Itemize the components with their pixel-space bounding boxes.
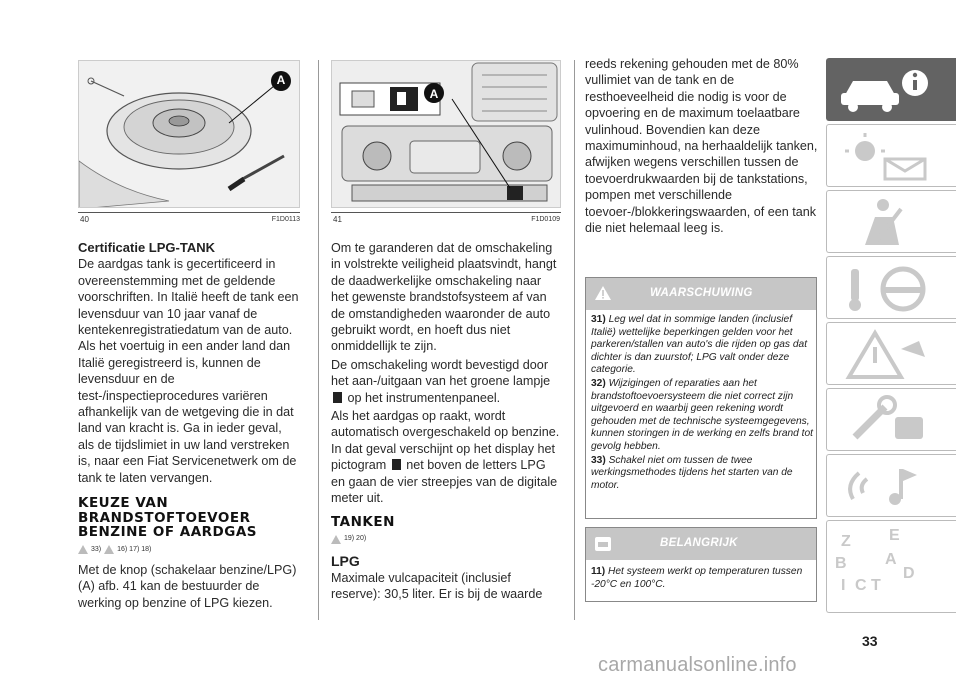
page-number: 33 [862,633,878,649]
column-divider [318,60,319,620]
tab-emergency[interactable] [826,322,956,385]
figure-rule [78,212,300,213]
warning-list [591,314,813,492]
dashboard-illustration [332,61,561,208]
paragraph: Met de knop (schakelaar benzine/LPG) (A) afb. 41 kan de bestuurder de werking op benzine of LPG kiezen. [78,563,297,610]
paragraph: reeds rekening gehouden met de 80% vullimiet van de tank en de resthoeveelheid die nodig is voor de opvoering en de maximum toelaatbare vulinhoud. Bovendien kan deze maximuminhoud, na herhaaldelijk tanken, afwijken wegens verschillen tussen de toevoerdrukwaarden bij de tankstations, pompen met verschillende toevoer-/blokkeringswaarden, of een tank die niet helemaal leeg is. [585,57,818,236]
warning-item: 31) Leg wel dat in sommige landen (inclusief Italië) wettelijke beperkingen gelden voor het parkeren/stallen van auto's die rijden op gas dat dichter is dan zuurstof; LPG valt onder deze categorie. [591,314,808,376]
tank-illustration [79,61,300,208]
figure-code: F1D0113 [271,216,300,223]
figure-dashboard-switch [331,60,561,208]
figure-code: F1D0109 [531,216,560,223]
emergency-icon [835,327,945,382]
tab-car-info[interactable] [826,58,956,121]
column-1 [78,240,300,613]
fuel-pump-lamp-icon [333,392,342,403]
figure-number: 41 [333,215,342,224]
paragraph: Om te garanderen dat de omschakeling in volstrekte veiligheid plaatsvindt, hangt de daadwerkelijke omschakeling naar het gewenste brandstofsysteem af van de omstandigheden waaronder de auto gebruikt wordt, en hoeft dus niet onmiddellijk te zijn. [331,241,557,354]
car-caution-icon [331,535,341,544]
tab-safety[interactable] [826,190,956,253]
important-box-title: BELANGRIJK [660,537,738,549]
warning-triangle-icon [78,545,88,554]
car-caution-icon [104,545,114,554]
tab-maintenance[interactable] [826,388,956,451]
paragraph: Als het aardgas op raakt, wordt automatisch overgeschakeld op benzine. In dat geval verschijnt op het display het pictogram net boven de letters LPG en gaan de vier streepjes van de digitale meter uit. [331,409,560,506]
car-info-icon [835,63,945,118]
note-references: 33) 16) 17) 18) [78,542,300,558]
warning-item: 32) Wijzigingen of reparaties aan het brandstoftoevoersysteem die niet correct zijn uitgevoerd en waarbij geen rekening wordt gehouden met de technische systeemgegevens, kunnen storingen in de werking en zelfs brand tot gevolg hebben. [591,377,814,452]
warning-item: 33) Schakel niet om tussen de twee werkingsmethodes tijdens het starten van de motor. [591,454,793,491]
column-3 [585,56,818,238]
section-title-fuel-selection: KEUZE VAN BRANDSTOFTOEVOER BENZINE OF AARDGAS [78,495,257,541]
important-box [585,527,817,602]
important-item: 11) Het systeem werkt op temperaturen tussen -20°C en 100°C. [591,566,803,590]
note-references: 19) 20) [331,531,561,547]
figure-number: 40 [80,215,89,224]
column-2 [331,240,561,605]
multimedia-icon [835,459,945,514]
car-caution-icon [594,536,612,552]
fuel-pump-display-icon [392,459,401,470]
steering-start-icon [835,261,945,316]
maintenance-icon [835,393,945,448]
warning-box-title: WAARSCHUWING [650,287,753,299]
warning-box [585,277,817,519]
tab-starting-driving[interactable] [826,256,956,319]
paragraph: De aardgas tank is gecertificeerd in overeenstemming met de geldende voorschriften. In Italië heeft de tank een levensduur van 10 jaar vanaf de kentekenregistratiedatum van de auto. Als het voertuig in een ander land dan Italië geregistreerd is, kunnen de levensduur en de test-/inspectieprocedures variëren afhankelijk van de wetgeving die in dat land van kracht is. Ga in ieder geval, als de tijdslimiet in uw land verstreken is, naar een Fiat Servicenetwerk om de tank te laten vervangen. [78,257,299,485]
sub-heading-lpg: LPG [331,553,360,570]
figure-callout-a: A [276,73,286,87]
paragraph: De omschakeling wordt bevestigd door het aan-/uitgaan van het groene lampje op het instrumentenpaneel. [331,357,551,405]
important-list [591,566,813,591]
tab-multimedia[interactable] [826,454,956,517]
section-heading-certification: Certificatie LPG-TANK [78,240,215,255]
figure-rule [331,212,561,213]
paragraph: Maximale vulcapaciteit (inclusief reserve): 30,5 liter. Er is bij de waarde [331,570,543,602]
safety-airbag-icon [835,195,945,250]
section-title-refuelling: TANKEN [331,513,395,530]
warning-triangle-icon [594,285,612,301]
column-divider [574,60,575,620]
index-icon: Z E B A D I C T [835,527,915,594]
tab-warning-lights[interactable] [826,124,956,187]
figure-callout-a: A [429,87,439,101]
tab-index[interactable] [826,520,956,613]
watermark: carmanualsonline.info [598,654,797,676]
figure-spare-tank [78,60,300,208]
warning-lights-icon [835,129,945,184]
